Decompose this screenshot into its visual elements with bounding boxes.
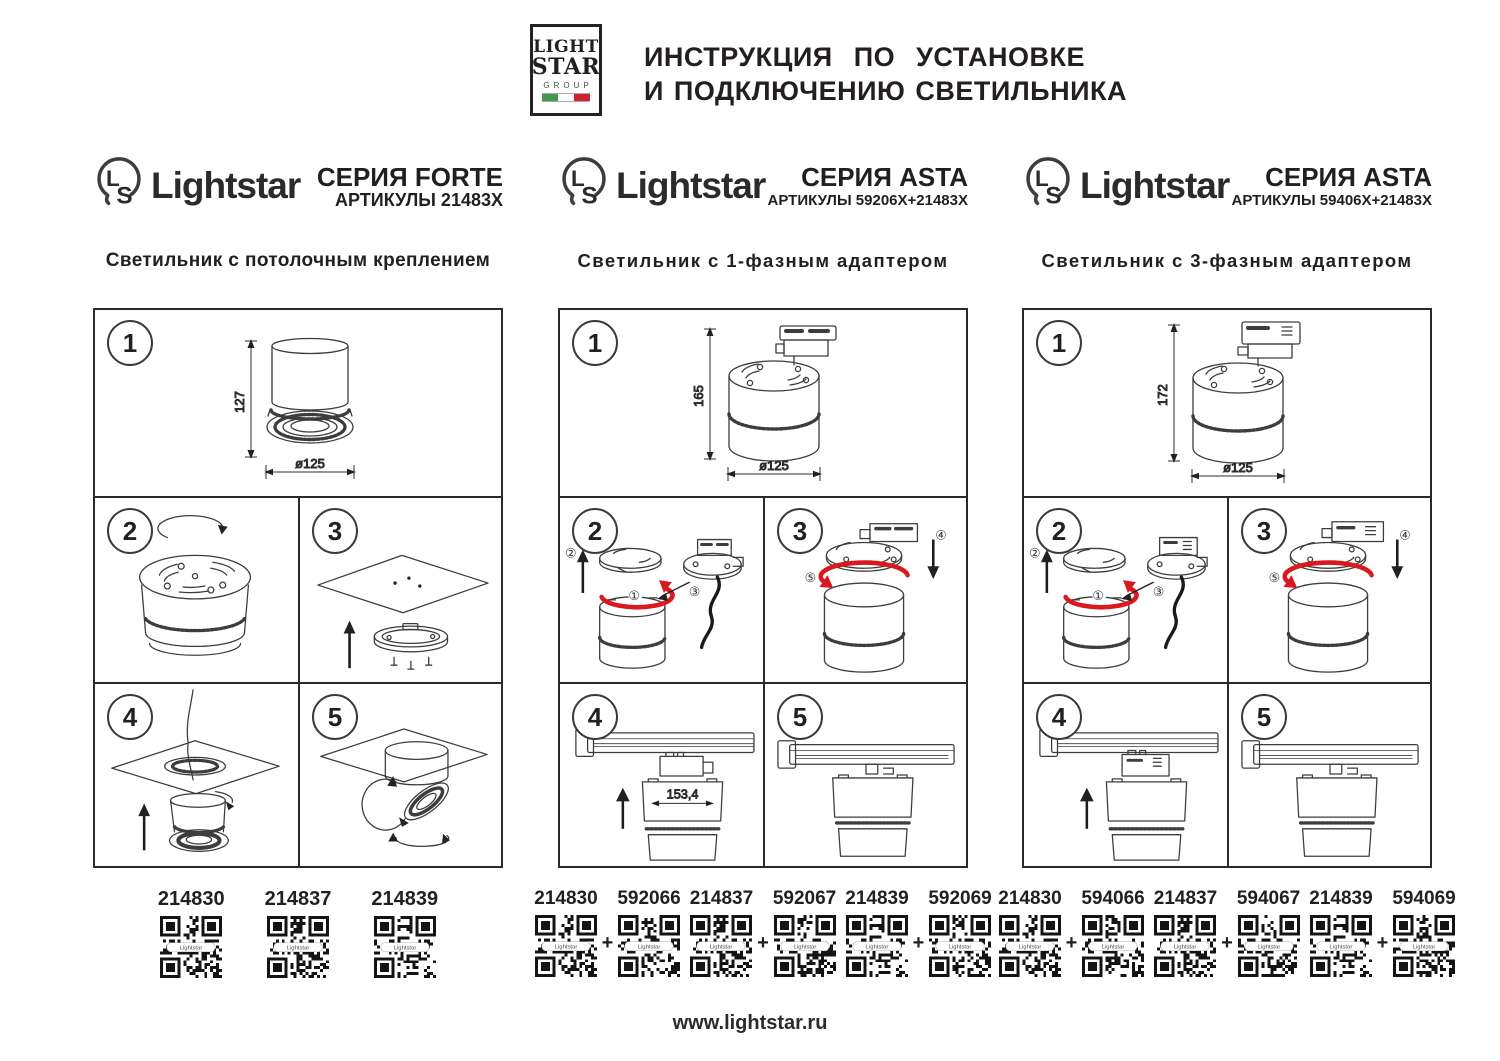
diagram-product-dimensions — [1024, 310, 1430, 496]
step-number: 4 — [107, 694, 153, 740]
height-dimension — [691, 327, 716, 461]
flag-green — [542, 94, 558, 101]
svg-text:Lightstar: Lightstar — [948, 944, 972, 951]
brand-wordmark: Lightstar — [1080, 165, 1230, 206]
qr-code — [774, 915, 836, 977]
page-title-line1: ИНСТРУКЦИЯ ПО УСТАНОВКЕ — [644, 42, 1085, 72]
logo-text: STAR — [531, 53, 601, 80]
svg-text:Lightstar: Lightstar — [1101, 944, 1125, 951]
dim-diameter-label: ø125 — [295, 456, 325, 471]
svg-text:Lightstar: Lightstar — [793, 944, 816, 951]
svg-text:Lightstar: Lightstar — [1412, 944, 1436, 951]
marker-1: ① — [628, 588, 640, 604]
step-2-panel — [1024, 496, 1227, 682]
qr-code — [1310, 915, 1372, 977]
qr-item — [773, 888, 836, 977]
qr-pair — [998, 888, 1145, 977]
qr-item — [1392, 888, 1455, 977]
qr-code — [1238, 915, 1300, 977]
column-subtitle: Светильник с потолочным креплением — [105, 250, 491, 271]
brand-header — [93, 146, 503, 226]
diameter-dimension — [726, 458, 822, 481]
series-block — [1232, 163, 1432, 210]
step-2-panel — [560, 496, 763, 682]
marker-4: ④ — [935, 528, 947, 544]
article-number: 592069 — [928, 888, 992, 909]
plus-sign: + — [601, 932, 614, 954]
dim-height-label: 165 — [691, 385, 706, 407]
italian-flag-bar — [542, 93, 590, 102]
article-number: 214839 — [1309, 888, 1373, 909]
article-number: 214837 — [1153, 888, 1218, 909]
diagram-product-dimensions — [560, 310, 966, 496]
brand-header — [1022, 146, 1432, 226]
series-articles: АРТИКУЛЫ 59406X+21483X — [1231, 191, 1432, 209]
svg-text:Lightstar: Lightstar — [865, 944, 889, 951]
qr-code — [618, 915, 680, 977]
step-number: 5 — [312, 694, 358, 740]
marker-2: ② — [1029, 546, 1041, 562]
lightstar-group-logo — [530, 24, 602, 116]
article-number: 214830 — [998, 888, 1062, 909]
down-arrow-icon — [927, 540, 939, 580]
qr-item — [158, 888, 225, 978]
svg-text:S: S — [581, 182, 598, 210]
step-number: 2 — [572, 508, 618, 554]
step-1-panel — [1024, 310, 1430, 496]
lightstar-bulb-icon — [93, 152, 145, 220]
column-subtitle: Светильник с 1-фазным адаптером — [577, 250, 949, 271]
plus-sign: + — [1221, 932, 1233, 954]
qr-code-row — [998, 888, 1456, 977]
qr-code — [929, 915, 991, 977]
svg-text:Lightstar: Lightstar — [393, 945, 417, 952]
up-arrow-icon — [1080, 788, 1094, 829]
steps-table — [1022, 308, 1432, 868]
rotate-arrow-red-icon — [1284, 563, 1372, 588]
lightstar-bulb-icon — [1022, 152, 1074, 220]
marker-4: ④ — [1399, 528, 1411, 544]
svg-text:Lightstar: Lightstar — [637, 944, 661, 951]
swivel-arrow-icon — [388, 833, 450, 847]
step-number: 4 — [572, 694, 618, 740]
qr-pair — [1154, 888, 1301, 977]
step-5-panel — [298, 682, 501, 866]
qr-code-row — [93, 888, 503, 978]
svg-text:Lightstar: Lightstar — [1018, 944, 1042, 951]
qr-item — [1081, 888, 1144, 977]
qr-item — [534, 888, 597, 977]
svg-text:Lightstar: Lightstar — [710, 944, 733, 951]
step-2-panel — [95, 496, 298, 682]
logo-text: LIGHT — [533, 36, 599, 57]
marker-2: ② — [565, 546, 577, 562]
diameter-dimension — [1190, 460, 1286, 483]
page-title — [644, 40, 1127, 108]
brand-header — [558, 146, 968, 226]
steps-table — [558, 308, 968, 868]
article-number: 214839 — [371, 888, 439, 910]
qr-code — [1393, 915, 1455, 977]
article-number: 594069 — [1392, 888, 1456, 909]
step-3-panel — [763, 496, 966, 682]
svg-text:Lightstar: Lightstar — [1329, 944, 1353, 951]
dim-height-label: 172 — [1155, 384, 1170, 406]
up-arrow-icon — [138, 803, 150, 850]
step-1-panel — [95, 310, 501, 496]
qr-code — [267, 916, 329, 978]
diagram-product-dimensions — [95, 310, 501, 496]
series-title: СЕРИЯ ASTA — [1265, 161, 1432, 192]
svg-text:Lightstar: Lightstar — [179, 945, 203, 952]
step-5-panel — [1227, 682, 1430, 866]
step-number: 4 — [1036, 694, 1082, 740]
step-number: 3 — [312, 508, 358, 554]
qr-item — [1309, 888, 1372, 977]
svg-text:L: L — [571, 166, 585, 191]
svg-text:Lightstar: Lightstar — [1174, 944, 1197, 951]
step-number: 1 — [107, 320, 153, 366]
step-3-panel — [1227, 496, 1430, 682]
step-number: 2 — [1036, 508, 1082, 554]
series-articles: АРТИКУЛЫ 21483X — [335, 189, 503, 210]
height-dimension — [1155, 323, 1180, 463]
qr-code — [1082, 915, 1144, 977]
column-subtitle: Светильник с 3-фазным адаптером — [1041, 250, 1413, 271]
qr-code — [374, 916, 436, 978]
marker-3: ③ — [1152, 584, 1165, 600]
qr-code-row — [534, 888, 992, 977]
qr-item — [928, 888, 991, 977]
article-number: 592066 — [617, 888, 681, 909]
dim-diameter-label: ø125 — [1223, 460, 1253, 475]
flag-red — [574, 94, 590, 101]
svg-text:L: L — [106, 166, 120, 191]
qr-pair — [690, 888, 837, 977]
svg-text:S: S — [1045, 182, 1062, 210]
qr-item — [371, 888, 438, 978]
step-number: 1 — [1036, 320, 1082, 366]
plus-sign: + — [1065, 932, 1078, 954]
step-number: 5 — [1241, 694, 1287, 740]
brand-wordmark: Lightstar — [616, 165, 766, 206]
qr-code — [690, 915, 752, 977]
flag-white — [558, 94, 574, 101]
series-articles: АРТИКУЛЫ 59206X+21483X — [767, 191, 968, 209]
step-3-panel — [298, 496, 501, 682]
marker-1: ① — [1092, 588, 1104, 604]
series-block — [768, 163, 968, 210]
plus-sign: + — [912, 932, 925, 954]
rotate-arrow-red-icon — [820, 563, 908, 588]
brand-wordmark: Lightstar — [151, 165, 301, 206]
article-number: 592067 — [772, 888, 837, 909]
qr-code — [846, 915, 908, 977]
power-cable — [702, 577, 720, 647]
step-4-panel — [95, 682, 298, 866]
dim-diameter-label: ø125 — [759, 458, 789, 473]
marker-5: ⑤ — [1268, 571, 1281, 587]
diameter-dimension — [264, 456, 356, 479]
svg-text:Lightstar: Lightstar — [554, 944, 578, 951]
height-dimension — [232, 339, 257, 459]
svg-text:L: L — [1035, 166, 1049, 191]
up-arrow-icon — [577, 549, 589, 593]
article-number: 214837 — [689, 888, 754, 909]
qr-item — [617, 888, 680, 977]
svg-text:Lightstar: Lightstar — [286, 945, 310, 952]
qr-item — [1154, 888, 1217, 977]
qr-code — [160, 916, 222, 978]
qr-pair — [845, 888, 992, 977]
qr-item — [690, 888, 753, 977]
step-number: 3 — [1241, 508, 1287, 554]
series-title: СЕРИЯ ASTA — [801, 161, 968, 192]
step-4-panel — [560, 682, 763, 866]
qr-item — [998, 888, 1061, 977]
marker-3: ③ — [688, 584, 701, 600]
qr-pair — [534, 888, 681, 977]
step-1-panel — [560, 310, 966, 496]
steps-table — [93, 308, 503, 868]
rotation-arrow-icon — [158, 516, 228, 538]
qr-pair — [1309, 888, 1456, 977]
svg-text:S: S — [116, 182, 133, 210]
down-arrow-icon — [1391, 540, 1403, 580]
series-block — [317, 163, 503, 210]
plus-sign: + — [1376, 932, 1389, 954]
logo-text: GROUP — [543, 80, 593, 90]
up-arrow-icon — [616, 788, 630, 829]
width-dimension — [651, 786, 714, 806]
qr-item — [265, 888, 332, 978]
qr-code — [535, 915, 597, 977]
step-4-panel — [1024, 682, 1227, 866]
website-url: www.lightstar.ru — [672, 1012, 828, 1034]
dim-height-label: 127 — [232, 391, 247, 413]
dim-width-label: 153,4 — [666, 786, 699, 802]
page-title-line2: И ПОДКЛЮЧЕНИЮ СВЕТИЛЬНИКА — [644, 76, 1127, 106]
qr-code — [999, 915, 1061, 977]
article-number: 214837 — [264, 888, 332, 910]
up-arrow-icon — [344, 621, 356, 668]
step-5-panel — [763, 682, 966, 866]
plus-sign: + — [757, 932, 769, 954]
article-number: 594066 — [1081, 888, 1145, 909]
article-number: 594067 — [1236, 888, 1301, 909]
qr-item — [1237, 888, 1300, 977]
lightstar-bulb-icon — [558, 152, 610, 220]
qr-item — [845, 888, 908, 977]
series-title: СЕРИЯ FORTE — [316, 161, 503, 192]
step-number: 2 — [107, 508, 153, 554]
svg-text:Lightstar: Lightstar — [1257, 944, 1280, 951]
step-number: 1 — [572, 320, 618, 366]
step-number: 3 — [777, 508, 823, 554]
article-number: 214830 — [534, 888, 598, 909]
step-number: 5 — [777, 694, 823, 740]
marker-5: ⑤ — [804, 571, 817, 587]
power-cable — [1166, 577, 1184, 647]
qr-code — [1154, 915, 1216, 977]
article-number: 214839 — [845, 888, 909, 909]
up-arrow-icon — [1041, 549, 1053, 593]
article-number: 214830 — [157, 888, 225, 910]
